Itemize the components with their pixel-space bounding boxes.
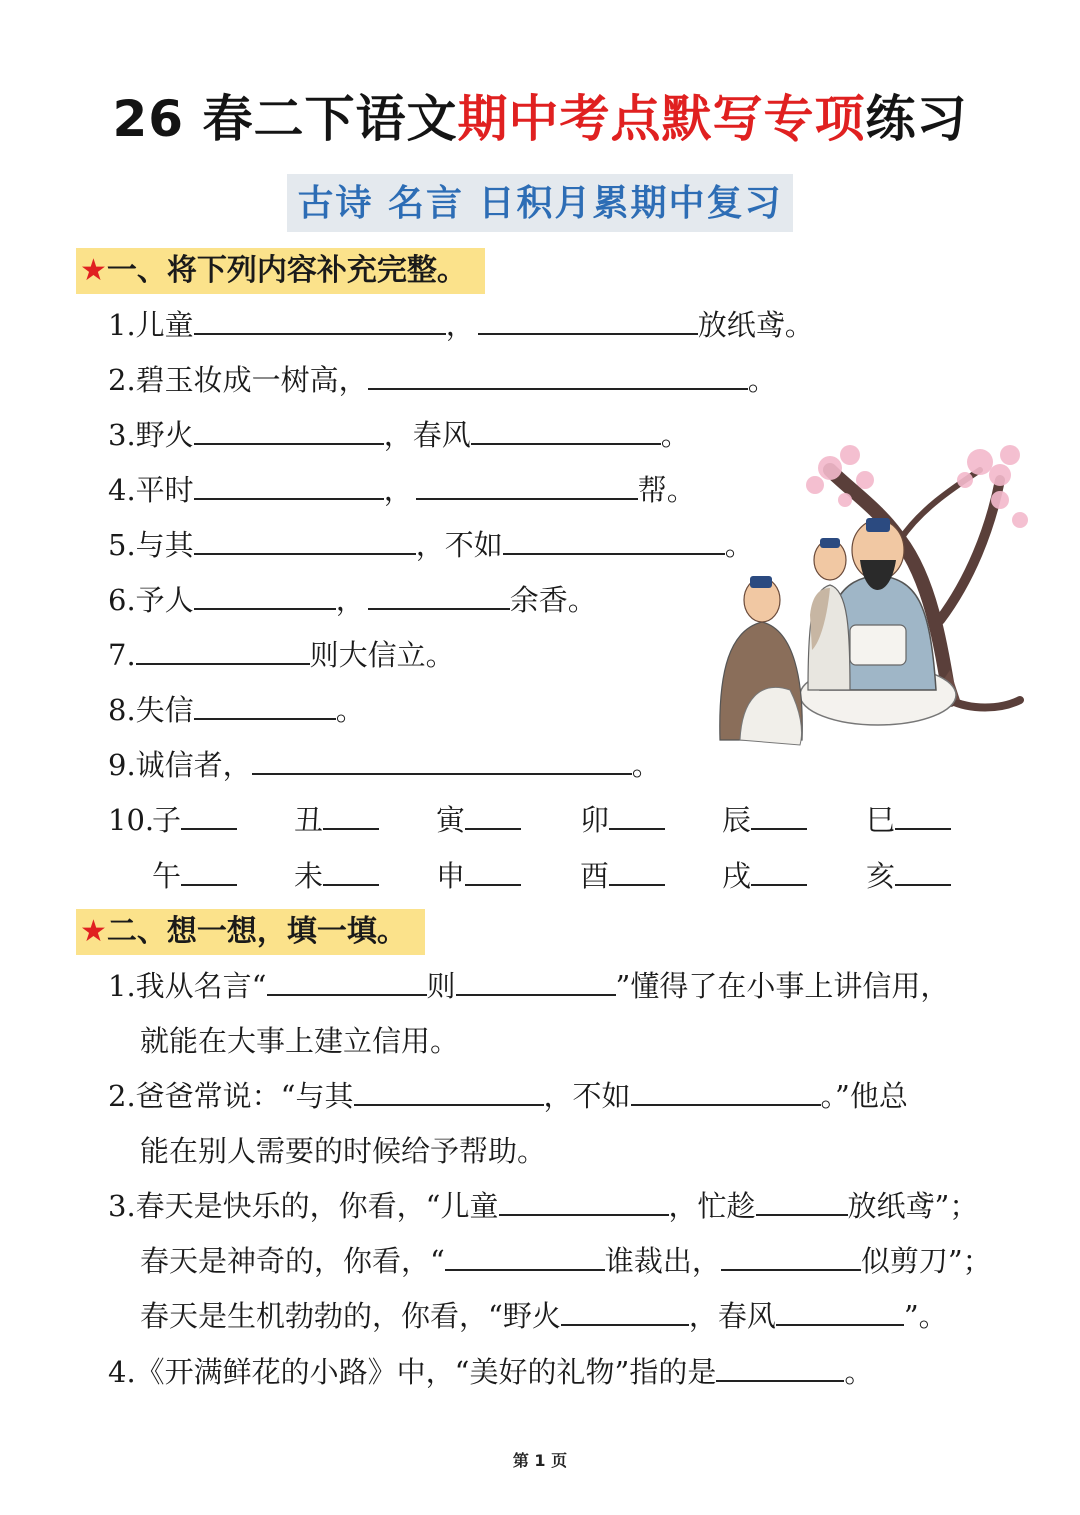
item-text: 帮。 <box>637 473 696 507</box>
item-text: 与其 <box>135 528 194 562</box>
q2-line-1 <box>108 1076 908 1116</box>
question-text: 4.《开满鲜花的小路》中，“美好的礼物”指的是 <box>108 1355 717 1389</box>
item-number: 1. <box>108 308 136 342</box>
answer-blank[interactable] <box>368 360 748 390</box>
question-text: 。 <box>844 1355 874 1389</box>
branch-ji-6 <box>866 800 951 840</box>
item-text: 失信 <box>135 693 194 727</box>
answer-blank[interactable] <box>756 1186 848 1216</box>
answer-blank[interactable] <box>194 580 336 610</box>
item-text: 野火 <box>135 418 194 452</box>
page-title <box>0 84 1080 154</box>
branch-char: 巳 <box>866 803 896 837</box>
question-text: 2.爸爸常说：“与其 <box>108 1079 354 1113</box>
question-text: 3.春天是快乐的，你看，“儿童 <box>108 1189 499 1223</box>
section-2-heading <box>76 909 425 955</box>
branch-ji-1 <box>152 800 237 840</box>
section-1-heading-text: 一、将下列内容补充完整。 <box>106 253 467 288</box>
answer-blank[interactable] <box>368 580 510 610</box>
item-number: 3. <box>108 418 136 452</box>
answer-blank[interactable] <box>194 470 384 500</box>
branch-ji-7 <box>152 856 237 896</box>
item-8 <box>108 690 365 730</box>
scholars-under-plum-tree-illustration <box>700 400 1040 760</box>
branch-ji-9 <box>436 856 521 896</box>
item-10-number <box>108 800 154 840</box>
branch-char: 戌 <box>722 859 752 893</box>
branch-ji-11 <box>722 856 807 896</box>
question-text: ，忙趁 <box>668 1189 756 1223</box>
branch-ji-3 <box>436 800 521 840</box>
answer-blank[interactable] <box>194 415 384 445</box>
branch-char: 辰 <box>722 803 752 837</box>
answer-blank[interactable] <box>456 966 616 996</box>
q3-line-1 <box>108 1186 978 1226</box>
subtitle: 古诗 名言 日积月累期中复习 <box>287 174 792 232</box>
question-text: 。”他总 <box>820 1079 908 1113</box>
item-text: 。 <box>724 528 754 562</box>
question-text: 似剪刀”； <box>860 1244 992 1278</box>
answer-blank[interactable] <box>194 305 446 335</box>
item-text: 。 <box>631 748 661 782</box>
item-text: ，不如 <box>415 528 503 562</box>
answer-blank[interactable] <box>354 1076 544 1106</box>
branch-ji-2 <box>294 800 379 840</box>
section-1-heading <box>76 248 485 294</box>
answer-blank[interactable] <box>609 856 665 886</box>
branch-ji-8 <box>294 856 379 896</box>
item-1 <box>108 305 814 345</box>
branch-char: 子 <box>152 803 182 837</box>
question-text: 春天是生机勃勃的，你看，“野火 <box>140 1299 561 1333</box>
answer-blank[interactable] <box>416 470 638 500</box>
item-text: 。 <box>747 363 777 397</box>
answer-blank[interactable] <box>503 525 725 555</box>
answer-blank[interactable] <box>751 800 807 830</box>
answer-blank[interactable] <box>465 800 521 830</box>
question-text: 放纸鸢”； <box>847 1189 979 1223</box>
item-number: 10. <box>108 803 155 837</box>
question-text: 则 <box>426 969 456 1003</box>
answer-blank[interactable] <box>895 800 951 830</box>
item-text: 则大信立。 <box>309 638 455 672</box>
branch-char: 亥 <box>866 859 896 893</box>
answer-blank[interactable] <box>465 856 521 886</box>
question-text: 能在别人需要的时候给予帮助。 <box>140 1134 547 1168</box>
branch-ji-12 <box>866 856 951 896</box>
branch-char: 卯 <box>580 803 610 837</box>
item-number: 7. <box>108 638 136 672</box>
answer-blank[interactable] <box>267 966 427 996</box>
question-text: ”。 <box>903 1299 948 1333</box>
answer-blank[interactable] <box>323 800 379 830</box>
answer-blank[interactable] <box>631 1076 821 1106</box>
q3-line-3 <box>140 1296 948 1336</box>
branch-ji-10 <box>580 856 665 896</box>
item-text: ，春风 <box>383 418 471 452</box>
q1-line-2 <box>140 1021 459 1061</box>
item-4 <box>108 470 696 510</box>
item-number: 5. <box>108 528 136 562</box>
branch-char: 申 <box>436 859 466 893</box>
item-text: ， <box>445 308 475 342</box>
title-part-1: 26 春二下语文 <box>112 90 458 148</box>
answer-blank[interactable] <box>499 1186 669 1216</box>
branch-char: 酉 <box>580 859 610 893</box>
branch-char: 寅 <box>436 803 466 837</box>
answer-blank[interactable] <box>181 800 237 830</box>
star-icon: ★ <box>80 253 107 288</box>
answer-blank[interactable] <box>895 856 951 886</box>
answer-blank[interactable] <box>716 1352 844 1382</box>
answer-blank[interactable] <box>194 525 416 555</box>
item-7 <box>108 635 455 675</box>
question-text: 谁裁出， <box>604 1244 721 1278</box>
answer-blank[interactable] <box>471 415 661 445</box>
answer-blank[interactable] <box>136 635 310 665</box>
item-number: 9. <box>108 748 136 782</box>
star-icon: ★ <box>80 914 107 949</box>
answer-blank[interactable] <box>561 1296 689 1326</box>
item-text: 予人 <box>135 583 194 617</box>
answer-blank[interactable] <box>323 856 379 886</box>
q3-line-2 <box>140 1241 992 1281</box>
item-text: 。 <box>335 693 365 727</box>
answer-blank[interactable] <box>181 856 237 886</box>
item-text: 平时 <box>135 473 194 507</box>
item-number: 6. <box>108 583 136 617</box>
answer-blank[interactable] <box>194 690 336 720</box>
q2-line-2 <box>140 1131 546 1171</box>
branch-char: 丑 <box>294 803 324 837</box>
question-text: ，不如 <box>543 1079 631 1113</box>
item-text: ， <box>383 473 413 507</box>
section-2-heading-text: 二、想一想，填一填。 <box>106 914 407 949</box>
item-2 <box>108 360 777 400</box>
q1-line-1 <box>108 966 949 1006</box>
title-part-2: 期中考点默写专项 <box>457 90 866 148</box>
item-text: ， <box>335 583 365 617</box>
question-text: ，春风 <box>688 1299 776 1333</box>
branch-ji-4 <box>580 800 665 840</box>
item-text: 碧玉妆成一树高， <box>135 363 368 397</box>
question-text: 春天是神奇的，你看，“ <box>140 1244 445 1278</box>
item-number: 8. <box>108 693 136 727</box>
item-9 <box>108 745 661 785</box>
branch-ji-5 <box>722 800 807 840</box>
item-text: 。 <box>660 418 690 452</box>
item-number: 2. <box>108 363 136 397</box>
answer-blank[interactable] <box>776 1296 904 1326</box>
answer-blank[interactable] <box>751 856 807 886</box>
answer-blank[interactable] <box>721 1241 861 1271</box>
item-5 <box>108 525 754 565</box>
answer-blank[interactable] <box>478 305 698 335</box>
item-3 <box>108 415 690 455</box>
question-text: ”懂得了在小事上讲信用， <box>615 969 950 1003</box>
item-text: 放纸鸢。 <box>697 308 814 342</box>
item-text: 儿童 <box>135 308 194 342</box>
page-number: 第 1 页 <box>512 1451 568 1470</box>
item-text: 余香。 <box>509 583 597 617</box>
answer-blank[interactable] <box>609 800 665 830</box>
q4-line-1 <box>108 1352 873 1392</box>
item-text: 诚信者， <box>135 748 252 782</box>
branch-char: 午 <box>152 859 182 893</box>
item-number: 4. <box>108 473 136 507</box>
branch-char: 未 <box>294 859 324 893</box>
answer-blank[interactable] <box>445 1241 605 1271</box>
question-text: 就能在大事上建立信用。 <box>140 1024 460 1058</box>
title-part-3: 练习 <box>865 90 968 148</box>
question-text: 1.我从名言“ <box>108 969 267 1003</box>
answer-blank[interactable] <box>252 745 632 775</box>
item-6 <box>108 580 597 620</box>
subtitle-wrap <box>0 174 1080 232</box>
